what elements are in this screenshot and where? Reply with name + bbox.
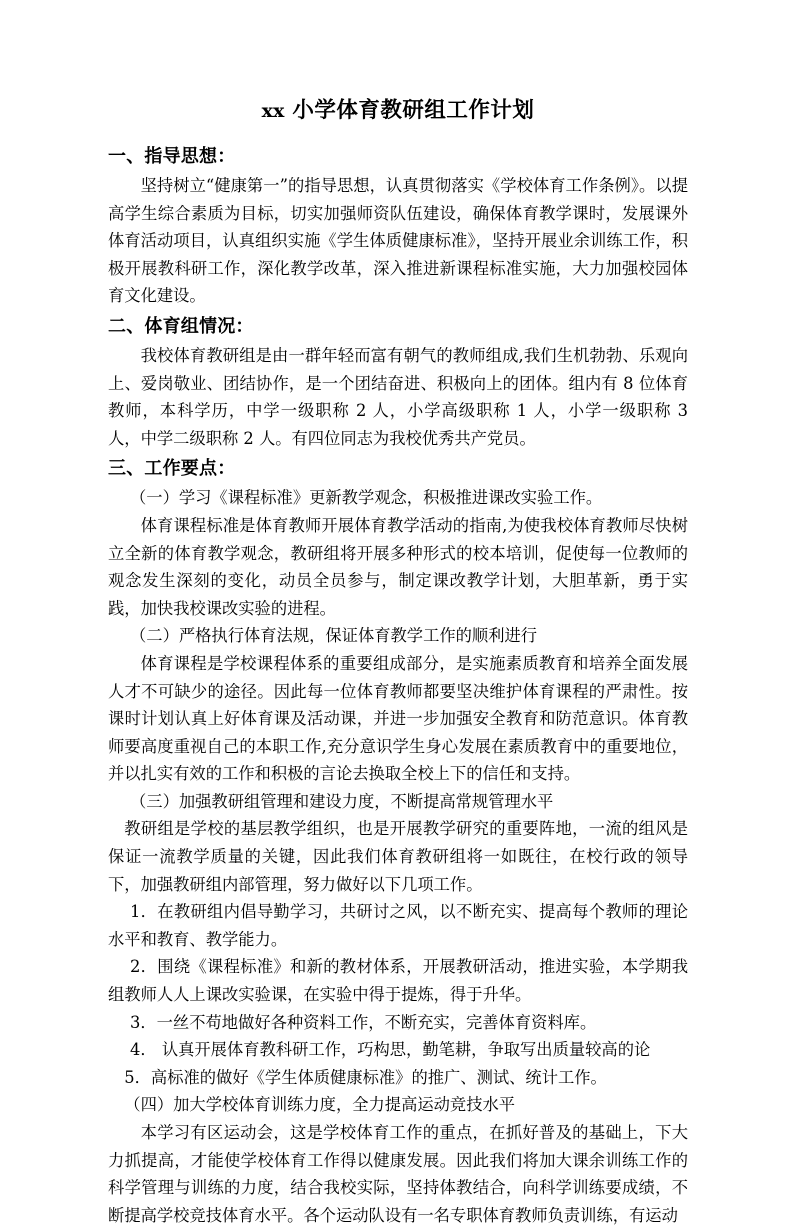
page-title	[108, 96, 688, 126]
paragraph: 教研组是学校的基层教学组织，也是开展教学研究的重要阵地，一流的组风是保证一流教学质量的关键，因此我们体育教研组将一如既往，在校行政的领导下，加强教研组内部管理，努力做好以下几项工作。	[108, 819, 688, 894]
subsection-heading-1: （一）学习《课程标准》更新教学观念，积极推进课改实验工作。	[130, 488, 603, 508]
subsection-heading-4: （四）加大学校体育训练力度，全力提高运动竞技水平	[124, 1095, 516, 1115]
section-heading-2: 二、体育组情况：	[108, 315, 254, 337]
list-item: 1．在教研组内倡导勤学习，共研讨之风，以不断充实、提高每个教师的理论水平和教育、教学能力。	[108, 902, 688, 949]
list-item: 4． 认真开展体育教科研工作，巧构思，勤笔耕，争取写出质量较高的论	[130, 1040, 651, 1060]
document-body	[108, 96, 688, 1229]
paragraph: 坚持树立“健康第一”的指导思想，认真贯彻落实《学校体育工作条例》。以提高学生综合素质为目标，切实加强师资队伍建设，确保体育教学课时，发展课外体育活动项目，认真组织实施《学生体质健康标准》，坚持开展业余训练工作，积极开展教科研工作，深化教学改革，深入推进新课程标准实施，大力加强校园体育文化建设。	[108, 176, 688, 306]
list-item: 2．围绕《课程标准》和新的教材体系，开展教研活动，推进实验，本学期我组教师人人上课改实验课，在实验中得于提炼，得于升华。	[108, 957, 688, 1005]
paragraph: 我校体育教研组是由一群年轻而富有朝气的教师组成,我们生机勃勃、乐观向上、爱岗敬业、团结协作，是一个团结奋进、积极向上的团体。组内有 8 位体育教师，本科学历，中学一级职称 2 人，小学高级职称 1 人，小学一级职称 3 人，中学二级职称 2 人。有四位同志为我校优秀共产党员。	[108, 345, 688, 448]
paragraph: 本学习有区运动会，这是学校体育工作的重点，在抓好普及的基础上，下大力抓提高，才能使学校体育工作得以健康发展。因此我们将加大课余训练工作的科学管理与训练的力度，结合我校实际，坚持体教结合，向科学训练要成绩，不断提高学校竞技体育水平。各个运动队设有一名专职体育教师负责训练，有运动	[108, 1123, 688, 1225]
list-item: 5．高标准的做好《学生体质健康标准》的推广、测试、统计工作。	[124, 1067, 607, 1087]
section-heading-3: 三、工作要点：	[108, 458, 236, 480]
page-title-latin: xx	[261, 100, 285, 122]
paragraph: 体育课程标准是体育教师开展体育教学活动的指南,为使我校体育教师尽快树立全新的体育教学观念，教研组将开展多种形式的校本培训，促使每一位教师的观念发生深刻的变化，动员全员参与，制定课改教学计划，大胆革新，勇于实践，加快我校课改实验的进程。	[108, 515, 688, 618]
paragraph: 体育课程是学校课程体系的重要组成部分，是实施素质教育和培养全面发展人才不可缺少的途径。因此每一位体育教师都要坚决维护体育课程的严肃性。按课时计划认真上好体育课及活动课，并进一步加强安全教育和防范意识。体育教师要高度重视自己的本职工作,充分意识学生身心发展在素质教育中的重要地位，并以扎实有效的工作和积极的言论去换取全校上下的信任和支持。	[108, 653, 688, 784]
list-item: 3．一丝不苟地做好各种资料工作，不断充实，完善体育资料库。	[130, 1012, 597, 1032]
page-title-cjk: 小学体育教研组工作计划	[284, 98, 535, 123]
subsection-heading-2: （二）严格执行体育法规，保证体育教学工作的顺利进行	[130, 626, 538, 646]
subsection-heading-3: （三）加强教研组管理和建设力度，不断提高常规管理水平	[130, 791, 554, 811]
section-heading-1: 一、指导思想：	[108, 146, 236, 167]
